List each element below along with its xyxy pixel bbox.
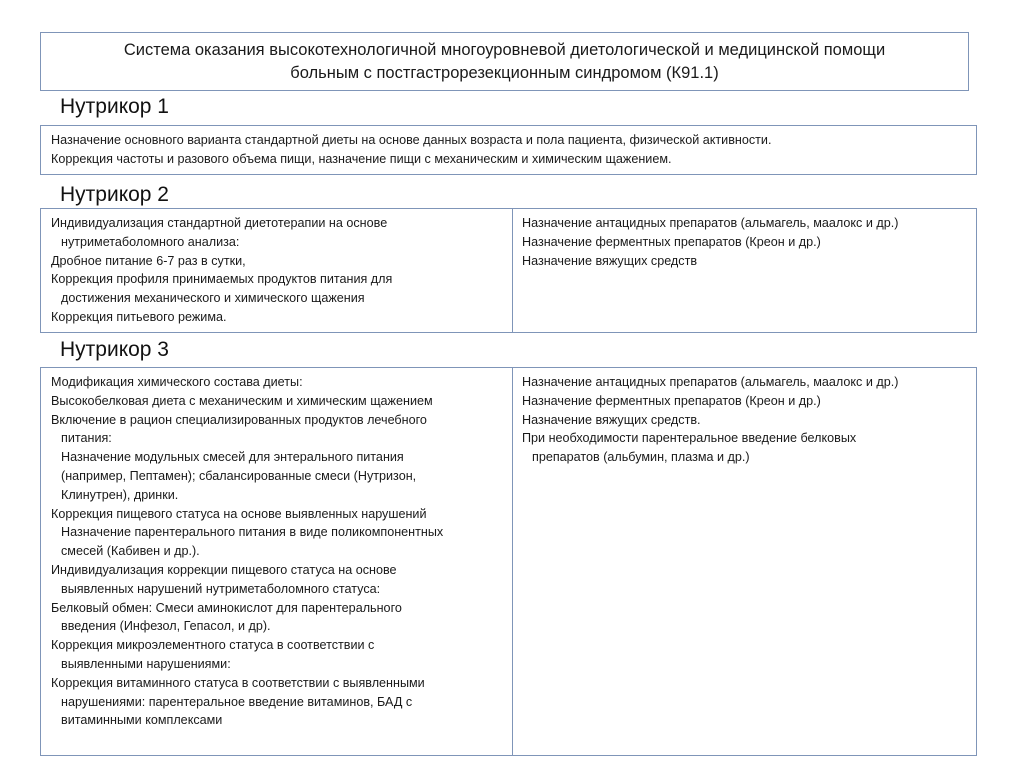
level-3-left-line: введения (Инфезол, Гепасол, и др). — [61, 619, 271, 634]
level-2-left-line: достижения механического и химического щажения — [61, 291, 365, 306]
level-1-line: Назначение основного варианта стандартной диеты на основе данных возраста и пола пациента, физической активности. — [51, 133, 772, 147]
level-3-left-line: смесей (Кабивен и др.). — [61, 544, 200, 559]
level-3-left-line: выявленными нарушениями: — [61, 656, 231, 671]
level-3-left-line: питания: — [61, 431, 112, 446]
level-3-left-line: Коррекция микроэлементного статуса в соответствии с — [51, 638, 375, 653]
level-3-left-line: Назначение модульных смесей для энтерального питания — [61, 450, 404, 465]
level-3-left-line: выявленных нарушений нутриметаболомного статуса: — [61, 581, 381, 596]
level-2-right-line: Назначение вяжущих средств — [522, 253, 698, 268]
level-2-left-line: Коррекция профиля принимаемых продуктов питания для — [51, 272, 393, 287]
level-3-left-line: Индивидуализация коррекции пищевого статуса на основе — [51, 562, 397, 577]
level-3-left-line: Коррекция пищевого статуса на основе выявленных нарушений — [51, 506, 427, 521]
level-3-heading: Нутрикор 3 — [60, 338, 169, 361]
level-2-right-text — [522, 214, 972, 270]
level-3-left-line: Включение в рацион специализированных продуктов лечебного — [51, 412, 427, 427]
level-3-left-line: Клинутрен), дринки. — [61, 487, 179, 502]
level-2-left-line: Коррекция питьевого режима. — [51, 309, 227, 324]
level-3-right-line: При необходимости парентеральное введение белковых — [522, 431, 857, 446]
level-2-left-line: Индивидуализация стандартной диетотерапии на основе — [51, 216, 388, 230]
level-2-divider — [512, 208, 513, 333]
level-2-left-line: Дробное питание 6-7 раз в сутки, — [51, 253, 246, 268]
level-3-right-text — [522, 373, 972, 467]
title-line-1: Система оказания высокотехнологичной многоуровневой диетологической и медицинской помощи — [123, 40, 886, 59]
level-2-right-line: Назначение ферментных препаратов (Креон и др.) — [522, 234, 821, 249]
level-3-left-line: Назначение парентерального питания в виде поликомпонентных — [61, 525, 444, 540]
level-1-heading: Нутрикор 1 — [60, 95, 169, 118]
level-3-left-line: Коррекция витаминного статуса в соответствии с выявленными — [51, 675, 425, 690]
level-3-left-line: Белковый обмен: Смеси аминокислот для парентерального — [51, 600, 402, 615]
level-3-right-line: препаратов (альбумин, плазма и др.) — [532, 450, 750, 465]
level-2-heading: Нутрикор 2 — [60, 183, 169, 206]
level-3-right-line: Назначение ферментных препаратов (Креон и др.) — [522, 393, 821, 408]
title-line-2: больным с постгастрорезекционным синдромом (К91.1) — [290, 63, 719, 82]
level-3-left-line: витаминными комплексами — [61, 713, 223, 728]
level-3-divider — [512, 367, 513, 756]
level-3-right-line: Назначение антацидных препаратов (альмагель, маалокс и др.) — [522, 375, 899, 389]
level-1-line: Коррекция частоты и разового объема пищи, назначение пищи с механическим и химическим щажением. — [51, 151, 672, 166]
level-2-left-text — [51, 214, 506, 327]
level-2-right-line: Назначение антацидных препаратов (альмагель, маалокс и др.) — [522, 216, 899, 230]
level-1-text — [51, 131, 966, 169]
level-3-left-line: Высокобелковая диета с механическим и химическим щажением — [51, 393, 433, 408]
title-box — [40, 32, 969, 91]
level-2-left-line: нутриметаболомного анализа: — [61, 234, 240, 249]
level-3-left-line: Модификация химического состава диеты: — [51, 375, 303, 389]
level-3-left-line: (например, Пептамен); сбалансированные смеси (Нутризон, — [61, 468, 417, 483]
level-3-left-line: нарушениями: парентеральное введение витаминов, БАД с — [61, 694, 413, 709]
level-3-right-line: Назначение вяжущих средств. — [522, 412, 701, 427]
level-3-left-text — [51, 373, 509, 730]
page-title — [124, 39, 885, 85]
